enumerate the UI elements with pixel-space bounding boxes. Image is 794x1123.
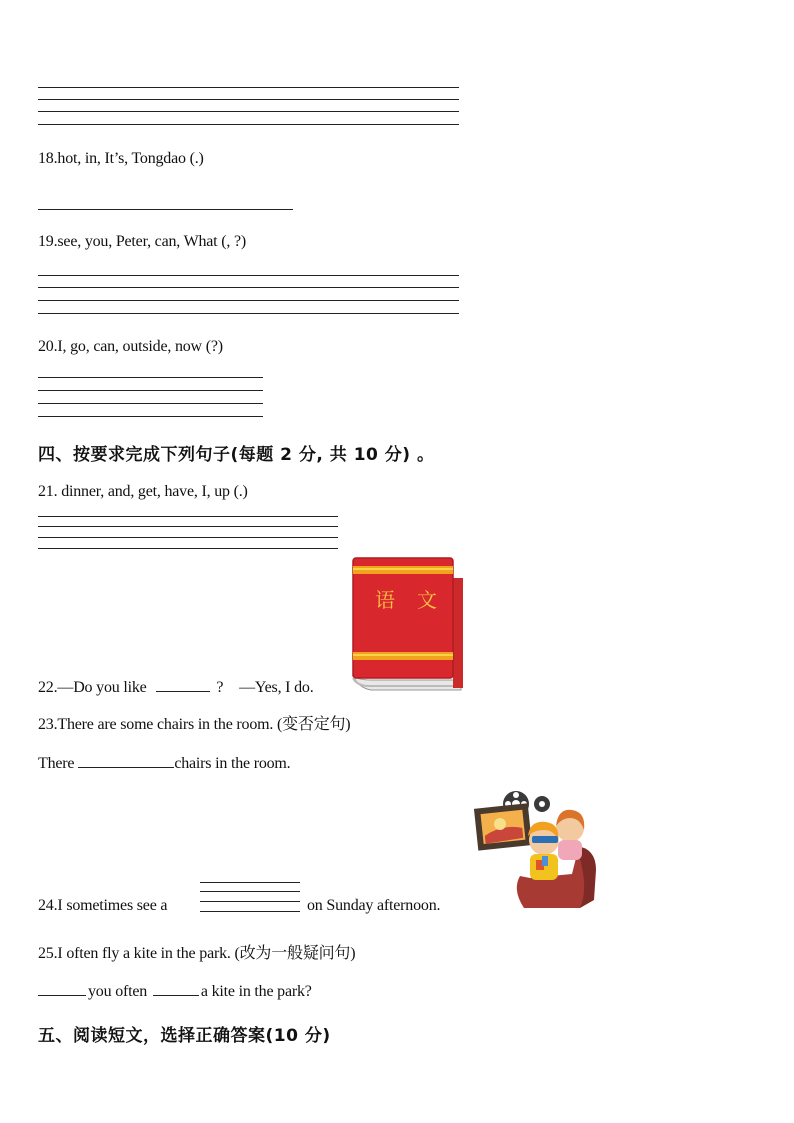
question-25-answer <box>38 981 312 1001</box>
answer-line <box>38 416 263 417</box>
answer-line <box>38 548 338 549</box>
answer-line <box>38 403 263 404</box>
book-title-left: 语 <box>375 588 395 612</box>
question-22-part3: —Yes, I do. <box>239 679 314 696</box>
answer-line <box>38 537 338 538</box>
question-25: 25.I often fly a kite in the park. (改为一般疑问句) <box>38 945 356 962</box>
section-4-heading: 四、按要求完成下列句子(每题 2 分, 共 10 分) 。 <box>38 445 435 465</box>
question-23-answer <box>38 753 290 773</box>
question-18: 18.hot, in, It’s, Tongdao (.) <box>38 150 204 167</box>
answer-23-start: There <box>38 755 75 772</box>
answer-line <box>200 901 300 902</box>
section-5-heading: 五、阅读短文，选择正确答案(10 分) <box>38 1026 331 1046</box>
question-23: 23.There are some chairs in the room. (变否定句) <box>38 716 351 733</box>
answer-line <box>38 516 338 517</box>
answer-line <box>38 111 459 112</box>
question-22 <box>38 677 314 697</box>
answer-25-mid: you often <box>88 983 148 1000</box>
answer-line <box>200 911 300 912</box>
answer-line <box>38 87 459 88</box>
book-title-right: 文 <box>417 588 437 612</box>
answer-line <box>38 124 459 125</box>
question-24-end: on Sunday afternoon. <box>307 897 441 914</box>
answer-line <box>200 891 300 892</box>
question-19: 19.see, you, Peter, can, What (, ?) <box>38 233 246 250</box>
answer-line <box>38 390 263 391</box>
question-21: 21. dinner, and, get, have, I, up (.) <box>38 483 248 500</box>
question-22-part1: 22.—Do you like <box>38 679 147 696</box>
answer-line <box>200 882 300 883</box>
cinema-image <box>472 790 602 914</box>
answer-line <box>38 377 263 378</box>
answer-line <box>38 313 459 314</box>
blank-25a[interactable] <box>38 981 86 996</box>
answer-line <box>38 275 459 276</box>
answer-25-end: a kite in the park? <box>200 983 312 1000</box>
question-24-start: 24.I sometimes see a <box>38 897 168 914</box>
answer-line <box>38 99 459 100</box>
blank-23[interactable] <box>78 753 174 768</box>
chinese-book-image <box>349 556 465 692</box>
question-22-part2: ? <box>216 679 224 696</box>
blank-22[interactable] <box>156 677 210 692</box>
answer-line <box>38 526 338 527</box>
answer-line <box>38 300 459 301</box>
blank-25b[interactable] <box>153 981 199 996</box>
question-20: 20.I, go, can, outside, now (?) <box>38 338 223 355</box>
answer-line <box>38 209 293 210</box>
answer-23-end: chairs in the room. <box>174 755 291 772</box>
answer-line <box>38 287 459 288</box>
